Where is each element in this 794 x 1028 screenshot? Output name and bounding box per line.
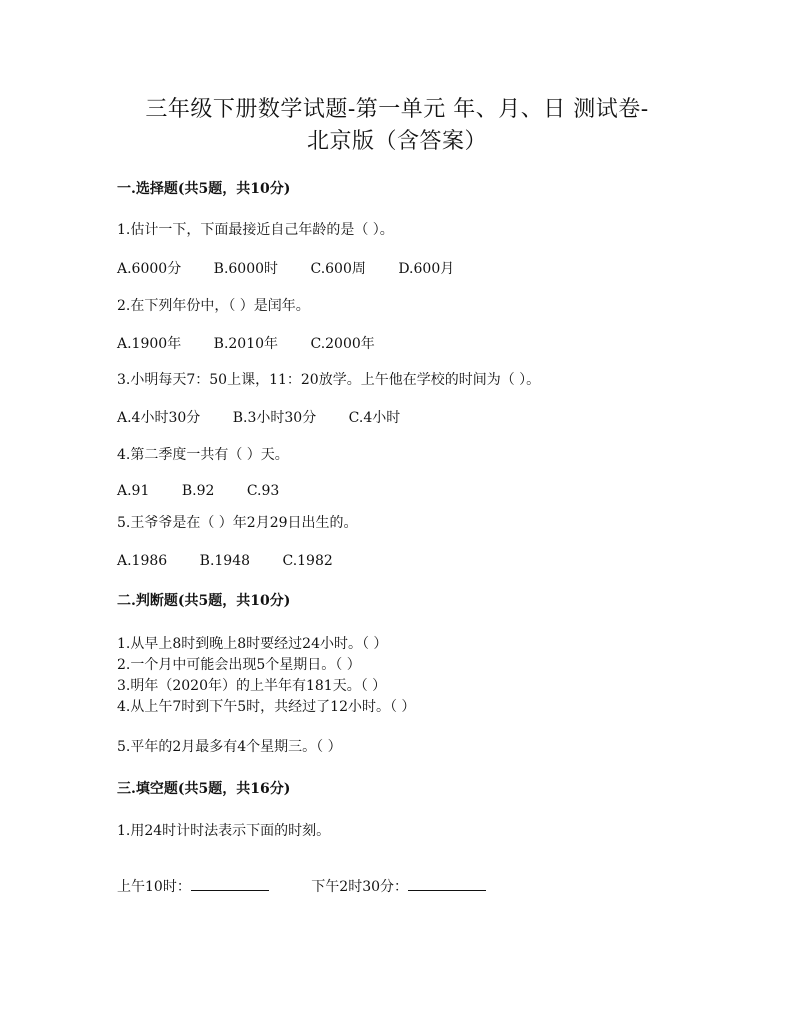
option: B.6000时 (213, 261, 279, 277)
question-text: 2.在下列年份中，（ ）是闰年。 (117, 298, 310, 314)
fill-blank-label: 下午2时30分： (311, 879, 409, 895)
section-heading-judge: 二.判断题(共5题，共10分) (117, 593, 291, 609)
section-heading-choice: 一.选择题(共5题，共10分) (117, 181, 291, 197)
question-text: 4.第二季度一共有（ ）天。 (117, 447, 289, 463)
judge-item: 1.从早上8时到晚上8时要经过24小时。（ ） (117, 636, 388, 652)
option: B.2010年 (213, 336, 279, 352)
option: C.600周 (310, 261, 366, 277)
fill-blank-label: 上午10时： (117, 879, 191, 895)
option: A.1900年 (117, 336, 182, 352)
option: A.91 (117, 483, 150, 499)
option: C.4小时 (348, 410, 401, 426)
page-title-line1: 三年级下册数学试题-第一单元 年、月、日 测试卷- (145, 97, 649, 122)
question-text: 1.用24时计时法表示下面的时刻。 (117, 823, 331, 839)
fill-blanks (117, 876, 524, 896)
judge-item: 3.明年（2020年）的上半年有181天。（ ） (117, 678, 387, 694)
option: D.600月 (398, 261, 455, 277)
question-options (117, 552, 361, 570)
option: B.92 (181, 483, 215, 499)
question-text: 3.小明每天7：50上课，11：20放学。上午他在学校的时间为（ ）。 (117, 372, 541, 388)
page-title-line2: 北京版（含答案） (306, 129, 487, 154)
option: C.93 (246, 483, 280, 499)
question-options (117, 482, 307, 500)
question-options (117, 260, 482, 278)
answer-blank[interactable] (191, 876, 269, 891)
judge-item: 5.平年的2月最多有4个星期三。（ ） (117, 739, 342, 755)
option: A.4小时30分 (117, 410, 201, 426)
option: C.1982 (282, 553, 333, 569)
option: A.6000分 (117, 261, 182, 277)
answer-blank[interactable] (408, 876, 486, 891)
section-heading-fill: 三.填空题(共5题，共16分) (117, 781, 291, 797)
option: A.1986 (117, 553, 168, 569)
question-text: 5.王爷爷是在（ ）年2月29日出生的。 (117, 515, 358, 531)
fill-blank-item (311, 876, 486, 896)
option: B.3小时30分 (232, 410, 317, 426)
option: C.2000年 (310, 336, 375, 352)
judge-item: 4.从上午7时到下午5时，共经过了12小时。（ ） (117, 699, 416, 715)
question-text: 1.估计一下，下面最接近自己年龄的是（ ）。 (117, 222, 394, 238)
judge-item: 2.一个月中可能会出现5个星期日。（ ） (117, 657, 361, 673)
question-options (117, 409, 428, 427)
option: B.1948 (199, 553, 251, 569)
question-options (117, 335, 403, 353)
fill-blank-item (117, 876, 269, 896)
